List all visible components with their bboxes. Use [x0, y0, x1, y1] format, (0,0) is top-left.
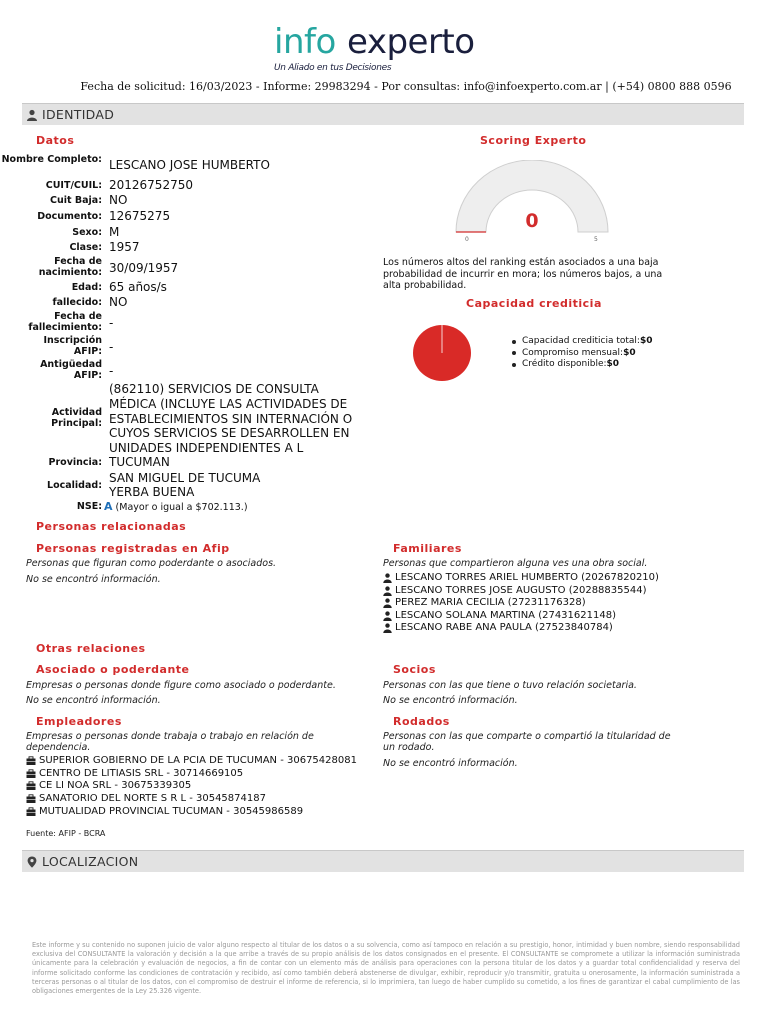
field-label-cuit-baja: Cuit Baja:	[50, 195, 102, 206]
empleadores-note: Empresas o personas donde trabaja o trabajo en relación de dependencia.	[26, 731, 314, 753]
scoring-gauge	[452, 160, 612, 250]
gauge-arc	[452, 160, 612, 250]
familiar-item: LESCANO RABE ANA PAULA (27523840784)	[383, 622, 613, 634]
field-label-provincia: Provincia:	[48, 457, 102, 468]
nse-value-group	[104, 500, 248, 513]
empleador-item: CE LI NOA SRL - 30675339305	[26, 780, 191, 792]
field-label-edad: Edad:	[71, 282, 102, 293]
user-icon	[383, 573, 392, 583]
nse-detail: (Mayor o igual a $702.113.)	[115, 502, 248, 513]
afip-heading: Personas registradas en Afip	[36, 542, 230, 555]
briefcase-icon	[26, 794, 36, 804]
user-icon	[383, 598, 392, 608]
field-value-edad: 65 años/s	[109, 280, 167, 294]
brand-name-part2: experto	[347, 22, 475, 62]
map-marker-icon	[26, 856, 38, 868]
scoring-description: Los números altos del ranking están asociados a una baja probabilidad de incurrir en mora; los números bajos, a una alta probabilidad.	[383, 257, 663, 291]
gauge-max-label: 5	[594, 236, 598, 243]
field-label-antiguedad-afip: Antigüedad AFIP:	[40, 359, 102, 381]
field-label-inscripcion-afip: Inscripción AFIP:	[43, 335, 102, 357]
field-label-nombre: Nombre Completo:	[1, 154, 102, 165]
asociado-heading: Asociado o poderdante	[36, 663, 190, 676]
field-label-cuit: CUIT/CUIL:	[45, 180, 102, 191]
briefcase-icon	[26, 807, 36, 817]
field-value-fecha-fallecimiento: -	[109, 316, 114, 330]
rodados-empty: No se encontró información.	[383, 758, 518, 769]
field-label-actividad: Actividad Principal:	[51, 407, 102, 429]
fuente-note: Fuente: AFIP - BCRA	[26, 829, 106, 838]
gauge-min-label: 0	[465, 236, 469, 243]
field-label-fecha-fallecimiento: Fecha de fallecimiento:	[28, 311, 102, 333]
socios-heading: Socios	[393, 663, 436, 676]
request-info-line: Fecha de solicitud: 16/03/2023 - Informe: 29983294 - Por consultas: info@infoexperto.com.ar | (+54) 0800 888 0596	[80, 80, 732, 93]
legend-item: Capacidad crediticia total: $0	[512, 336, 652, 348]
field-value-antiguedad-afip: -	[109, 364, 114, 378]
familiares-note: Personas que compartieron alguna ves una obra social.	[383, 558, 648, 569]
familiar-item: LESCANO TORRES ARIEL HUMBERTO (20267820210)	[383, 572, 659, 584]
field-value-cuit-baja: NO	[109, 193, 128, 207]
briefcase-icon	[26, 781, 36, 791]
section-localizacion-header	[22, 850, 744, 872]
rodados-note: Personas con las que comparte o compartió la titularidad de un rodado.	[383, 731, 671, 753]
asociado-empty: No se encontró información.	[26, 695, 161, 706]
field-value-fallecido: NO	[109, 295, 128, 309]
field-label-documento: Documento:	[37, 211, 102, 222]
legend-item: Crédito disponible: $0	[512, 359, 652, 371]
field-value-clase: 1957	[109, 240, 140, 254]
field-value-actividad: (862110) SERVICIOS DE CONSULTA MÉDICA (INCLUYE LAS ACTIVIDADES DE ESTABLECIMIENTOS SIN INTERNACIÓN O CUYOS SERVICIOS SE DESARROLLEN EN UNIDADES INDEPENDIENTES A L	[109, 382, 353, 456]
field-label-clase: Clase:	[69, 242, 102, 253]
familiar-item: PEREZ MARIA CECILIA (27231176328)	[383, 597, 586, 609]
datos-heading: Datos	[36, 134, 75, 147]
scoring-heading: Scoring Experto	[480, 134, 587, 147]
personas-relacionadas-heading: Personas relacionadas	[36, 520, 187, 533]
field-value-cuit: 20126752750	[109, 178, 193, 192]
field-value-localidad: SAN MIGUEL DE TUCUMA YERBA BUENA	[109, 471, 261, 499]
socios-empty: No se encontró información.	[383, 695, 518, 706]
asociado-note: Empresas o personas donde figure como asociado o poderdante.	[26, 680, 336, 691]
familiares-heading: Familiares	[393, 542, 462, 555]
field-label-nse: NSE:	[76, 501, 102, 512]
field-label-fecha-nacimiento: Fecha de nacimiento:	[38, 256, 102, 278]
scoring-value: 0	[525, 210, 539, 232]
afip-empty: No se encontró información.	[26, 574, 161, 585]
field-label-sexo: Sexo:	[72, 227, 102, 238]
field-value-fecha-nacimiento: 30/09/1957	[109, 261, 179, 275]
user-icon	[26, 109, 38, 121]
empleador-item: SUPERIOR GOBIERNO DE LA PCIA DE TUCUMAN - 30675428081	[26, 755, 357, 767]
field-value-documento: 12675275	[109, 209, 171, 223]
nse-value: A	[104, 500, 113, 513]
legend-item: Compromiso mensual: $0	[512, 348, 652, 360]
section-identidad-header	[22, 103, 744, 125]
empleador-item: SANATORIO DEL NORTE S R L - 30545874187	[26, 793, 266, 805]
empleador-item: CENTRO DE LITIASIS SRL - 30714669105	[26, 768, 243, 780]
briefcase-icon	[26, 769, 36, 779]
field-label-fallecido: fallecido:	[52, 297, 102, 308]
brand-tagline: Un Aliado en tus Decisiones	[274, 63, 392, 73]
user-icon	[383, 586, 392, 596]
legal-disclaimer: Este informe y su contenido no suponen juicio de valor alguno respecto al titular de los datos o a su solvencia, como así tampoco en relación a su prestigio, honor, intimidad y buen nombre, siendo responsabilidad exclusiva del CONSULTANTE la valoración y decisión a la que arribe a través de su propio análisis de los datos consignados en el presente. El CONSULTANTE se compromete a utilizar la información suministrada únicamente para la celebración y evaluación de negocios, a fin de contar con un elemento más de análisis para operaciones con la persona titular de los datos y a guardar total confidencialidad y reserva del informe solicitado conforme las condiciones de contratación y recibido, así como también deberá abstenerse de divulgar, exhibir, reproducir y/o transmitir, gratuita u onerosamente, la información suministrada a terceras personas o al titular de los datos, con el compromiso de destruir el informe de referencia, si lo imprimiera, tan luego de haber cumplido su cometido, a los fines de garantizar el cabal cumplimiento de las obligaciones emergentes de la Ley 25.326 vigente.	[32, 941, 740, 996]
field-value-nombre: LESCANO JOSE HUMBERTO	[109, 158, 270, 172]
socios-note: Personas con las que tiene o tuvo relación societaria.	[383, 680, 637, 691]
empleadores-heading: Empleadores	[36, 715, 122, 728]
infoexperto-logo	[274, 22, 514, 72]
afip-note: Personas que figuran como poderdante o asociados.	[26, 558, 277, 569]
capacidad-pie-chart	[412, 324, 472, 382]
briefcase-icon	[26, 756, 36, 766]
user-icon	[383, 611, 392, 621]
rodados-heading: Rodados	[393, 715, 450, 728]
capacidad-heading: Capacidad crediticia	[466, 297, 602, 310]
user-icon	[383, 623, 392, 633]
section-identidad-title: IDENTIDAD	[42, 107, 115, 122]
capacidad-legend	[512, 336, 652, 371]
field-label-localidad: Localidad:	[47, 480, 102, 491]
otras-relaciones-heading: Otras relaciones	[36, 642, 146, 655]
field-value-sexo: M	[109, 225, 120, 239]
section-localizacion-title: LOCALIZACION	[42, 854, 139, 869]
familiar-item: LESCANO TORRES JOSE AUGUSTO (20288835544)	[383, 585, 647, 597]
field-value-provincia: TUCUMAN	[109, 455, 170, 469]
empleador-item: MUTUALIDAD PROVINCIAL TUCUMAN - 30545986589	[26, 806, 303, 818]
brand-name-part1: info	[274, 22, 336, 62]
familiar-item: LESCANO SOLANA MARTINA (27431621148)	[383, 610, 616, 622]
field-value-inscripcion-afip: -	[109, 340, 114, 354]
